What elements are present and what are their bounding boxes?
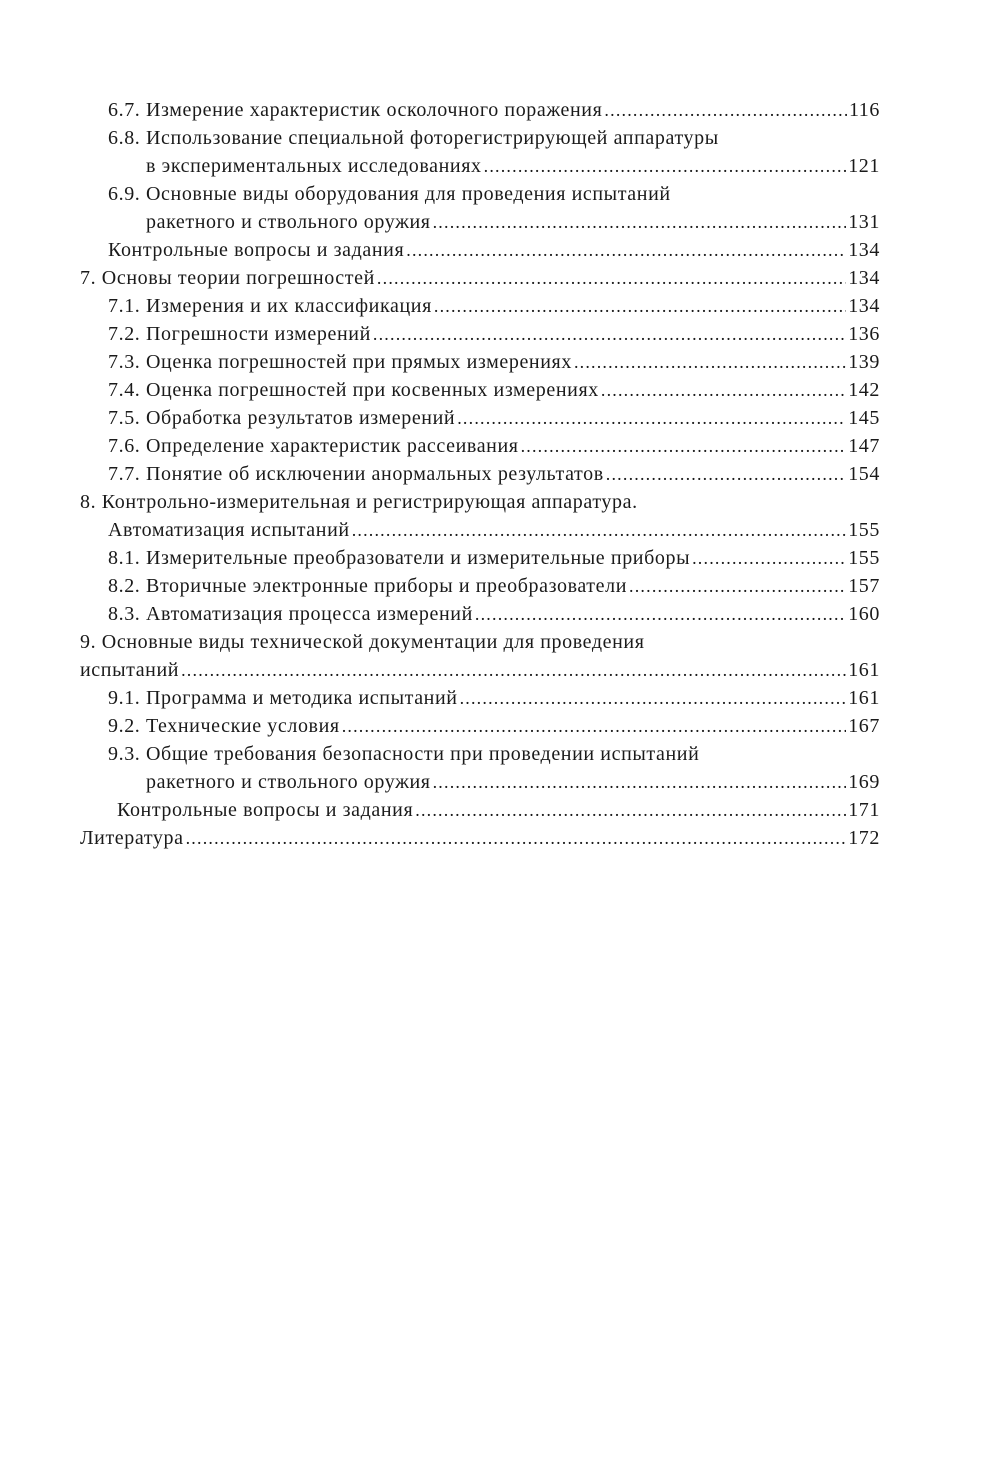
toc-entry-title: 7. Основы теории погрешностей: [80, 267, 375, 289]
toc-page-number: 131: [848, 211, 880, 233]
toc-entry-9-2[interactable]: [80, 712, 880, 740]
toc-entry-title-continued: ракетного и ствольного оружия: [146, 771, 431, 793]
toc-entry-title-continued: в экспериментальных исследованиях: [146, 155, 482, 177]
toc-page-number: 160: [848, 603, 880, 625]
dot-leader: [342, 712, 847, 740]
toc-page-number: 167: [848, 715, 880, 737]
toc-entry-6-7[interactable]: [80, 96, 880, 124]
toc-entry-7-2[interactable]: [80, 320, 880, 348]
dot-leader: [181, 656, 846, 684]
toc-page-number: 134: [848, 295, 880, 317]
toc-entry-7-7[interactable]: [80, 460, 880, 488]
toc-entry-title: Контрольные вопросы и задания: [117, 799, 414, 821]
toc-entry-title: 7.4. Оценка погрешностей при косвенных измерениях: [108, 379, 599, 401]
toc-entry-chapter-8[interactable]: [80, 488, 880, 544]
dot-leader: [484, 152, 847, 180]
toc-page-number: 155: [848, 519, 880, 541]
toc-entry-title: 8. Контрольно-измерительная и регистрирующая аппаратура.: [80, 491, 638, 513]
toc-page-number: 161: [848, 659, 880, 681]
toc-page-number: 147: [848, 435, 880, 457]
dot-leader: [521, 432, 847, 460]
toc-page-number: 116: [848, 99, 880, 121]
toc-entry-7-6[interactable]: [80, 432, 880, 460]
dot-leader: [433, 768, 847, 796]
toc-entry-questions-6[interactable]: [80, 236, 880, 264]
toc-entry-title: 6.9. Основные виды оборудования для проведения испытаний: [108, 183, 671, 205]
toc-entry-6-9[interactable]: [80, 180, 880, 236]
toc-entry-title-continued: испытаний: [80, 659, 180, 681]
dot-leader: [377, 264, 846, 292]
toc-entry-7-5[interactable]: [80, 404, 880, 432]
toc-page-number: 139: [848, 351, 880, 373]
toc-page-number: 171: [848, 799, 880, 821]
toc-entry-chapter-9[interactable]: [80, 628, 880, 684]
toc-page-number: 161: [848, 687, 880, 709]
toc-entry-title: 9.2. Технические условия: [108, 715, 340, 737]
toc-entry-title: 7.3. Оценка погрешностей при прямых измерениях: [108, 351, 572, 373]
toc-entry-title: Контрольные вопросы и задания: [108, 239, 405, 261]
dot-leader: [692, 544, 846, 572]
toc-entry-title-continued: ракетного и ствольного оружия: [146, 211, 431, 233]
toc-page-number: 169: [848, 771, 880, 793]
toc-page-number: 155: [848, 547, 880, 569]
dot-leader: [373, 320, 846, 348]
toc-entry-9-3[interactable]: [80, 740, 880, 796]
toc-entry-6-8[interactable]: [80, 124, 880, 180]
dot-leader: [186, 824, 847, 852]
toc-page-number: 121: [848, 155, 880, 177]
toc-entry-chapter-7[interactable]: [80, 264, 880, 292]
toc-page-number: 145: [848, 407, 880, 429]
dot-leader: [475, 600, 846, 628]
toc-entry-title: 7.2. Погрешности измерений: [108, 323, 371, 345]
toc-page-number: 172: [848, 827, 880, 849]
dot-leader: [606, 460, 846, 488]
toc-entry-title: 7.6. Определение характеристик рассеивания: [108, 435, 519, 457]
dot-leader: [460, 684, 847, 712]
dot-leader: [601, 376, 846, 404]
toc-entry-7-1[interactable]: [80, 292, 880, 320]
dot-leader: [574, 348, 846, 376]
toc-entry-title: 8.3. Автоматизация процесса измерений: [108, 603, 473, 625]
toc-entry-title-continued: Автоматизация испытаний: [108, 519, 350, 541]
toc-page-number: 157: [848, 575, 880, 597]
dot-leader: [629, 572, 846, 600]
toc-entry-literature[interactable]: [80, 824, 880, 852]
toc-entry-title: 8.2. Вторичные электронные приборы и преобразователи: [108, 575, 628, 597]
toc-entry-title: 9.3. Общие требования безопасности при проведении испытаний: [108, 743, 700, 765]
dot-leader: [415, 796, 846, 824]
toc-page-number: 154: [848, 463, 880, 485]
toc-entry-title: 6.8. Использование специальной фоторегистрирующей аппаратуры: [108, 127, 719, 149]
toc-entry-7-4[interactable]: [80, 376, 880, 404]
toc-page-number: 134: [848, 239, 880, 261]
toc-page-number: 142: [848, 379, 880, 401]
toc-entry-title: 9. Основные виды технической документации для проведения: [80, 631, 645, 653]
toc-entry-title: 6.7. Измерение характеристик осколочного поражения: [108, 99, 603, 121]
dot-leader: [434, 292, 846, 320]
toc-entry-questions-9[interactable]: [80, 796, 880, 824]
toc-page-number: 136: [848, 323, 880, 345]
toc-entry-title: 7.5. Обработка результатов измерений: [108, 407, 456, 429]
toc-entry-8-1[interactable]: [80, 544, 880, 572]
toc-entry-8-3[interactable]: [80, 600, 880, 628]
dot-leader: [406, 236, 846, 264]
table-of-contents: [80, 96, 880, 852]
dot-leader: [457, 404, 846, 432]
dot-leader: [352, 516, 847, 544]
toc-entry-title: 7.7. Понятие об исключении анормальных результатов: [108, 463, 604, 485]
toc-entry-9-1[interactable]: [80, 684, 880, 712]
toc-entry-title: 8.1. Измерительные преобразователи и измерительные приборы: [108, 547, 691, 569]
toc-entry-8-2[interactable]: [80, 572, 880, 600]
toc-page-number: 134: [848, 267, 880, 289]
dot-leader: [604, 96, 847, 124]
toc-entry-title: Литература: [80, 827, 184, 849]
dot-leader: [433, 208, 847, 236]
toc-entry-7-3[interactable]: [80, 348, 880, 376]
toc-entry-title: 7.1. Измерения и их классификация: [108, 295, 432, 317]
toc-entry-title: 9.1. Программа и методика испытаний: [108, 687, 458, 709]
